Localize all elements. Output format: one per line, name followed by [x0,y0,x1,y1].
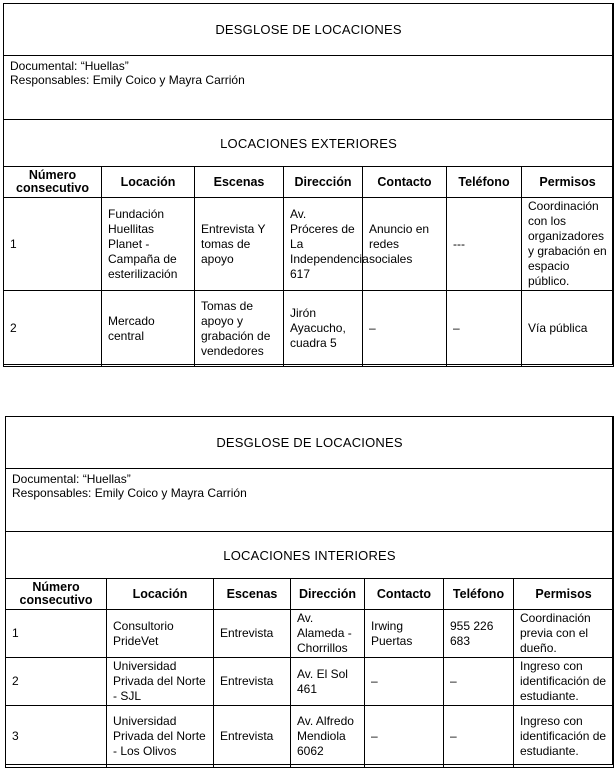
cell-telefono: 955 226 683 [444,610,514,658]
section-title: LOCACIONES INTERIORES [6,532,614,579]
cell-telefono: – [447,291,522,367]
interior-table [5,416,614,768]
cell-locacion: Universidad Privada del Norte - Los Olivos [107,706,214,768]
cell-permisos: Coordinación con los organizadores y grabación en espacio público. [522,198,614,291]
cell-escenas: Entrevista [214,658,291,706]
cell-permisos: Ingreso con identificación de estudiante. [514,706,614,768]
header-escenas: Escenas [195,167,284,198]
documental-label: Documental: “Huellas” [10,59,129,73]
cell-locacion: Consultorio PrideVet [107,610,214,658]
exterior-table [3,3,614,367]
cell-escenas: Entrevista [214,706,291,768]
cell-numero: 1 [4,198,102,291]
cell-telefono: --- [447,198,522,291]
header-permisos: Permisos [514,579,614,610]
table-header-row [4,167,614,198]
document-info [4,56,614,120]
cell-contacto: – [365,658,444,706]
header-direccion: Dirección [291,579,365,610]
header-contacto: Contacto [365,579,444,610]
cell-escenas: Entrevista [214,610,291,658]
header-telefono: Teléfono [447,167,522,198]
header-permisos: Permisos [522,167,614,198]
section-title: LOCACIONES EXTERIORES [4,120,614,167]
cell-contacto: Irwing Puertas [365,610,444,658]
cell-contacto: – [363,291,447,367]
document-info [6,469,614,532]
cell-escenas: Entrevista Y tomas de apoyo [195,198,284,291]
locations-breakdown-exterior [3,3,613,365]
header-direccion: Dirección [284,167,363,198]
documental-label: Documental: “Huellas” [12,472,131,486]
header-locacion: Locación [102,167,195,198]
table-row [6,610,614,658]
cell-locacion: Fundación Huellitas Planet - Campaña de esterilización [102,198,195,291]
cell-direccion: Av. Próceres de La Independencia 617 [284,198,363,291]
cell-direccion: Av. Alameda - Chorrillos [291,610,365,658]
cell-locacion: Universidad Privada del Norte - SJL [107,658,214,706]
responsables-label: Responsables: Emily Coico y Mayra Carrión [10,73,245,87]
cell-telefono: – [444,658,514,706]
document-title: DESGLOSE DE LOCACIONES [6,417,614,469]
cell-direccion: Jirón Ayacucho, cuadra 5 [284,291,363,367]
locations-breakdown-interior [5,416,613,765]
cell-contacto: – [365,706,444,768]
table-row [6,706,614,768]
header-contacto: Contacto [363,167,447,198]
cell-numero: 1 [6,610,107,658]
cell-escenas: Tomas de apoyo y grabación de vendedores [195,291,284,367]
cell-locacion: Mercado central [102,291,195,367]
responsables-label: Responsables: Emily Coico y Mayra Carrión [12,486,247,500]
cell-numero: 2 [6,658,107,706]
table-row [4,198,614,291]
cell-numero: 2 [4,291,102,367]
cell-direccion: Av. El Sol 461 [291,658,365,706]
header-escenas: Escenas [214,579,291,610]
cell-numero: 3 [6,706,107,768]
header-telefono: Teléfono [444,579,514,610]
cell-contacto: Anuncio en redes sociales [363,198,447,291]
cell-telefono: – [444,706,514,768]
cell-permisos: Ingreso con identificación de estudiante. [514,658,614,706]
table-row [6,658,614,706]
header-numero: Número consecutivo [6,579,107,610]
cell-direccion: Av. Alfredo Mendiola 6062 [291,706,365,768]
header-locacion: Locación [107,579,214,610]
table-header-row [6,579,614,610]
header-numero: Número consecutivo [4,167,102,198]
cell-permisos: Coordinación previa con el dueño. [514,610,614,658]
cell-permisos: Vía pública [522,291,614,367]
table-row [4,291,614,367]
document-title: DESGLOSE DE LOCACIONES [4,4,614,56]
